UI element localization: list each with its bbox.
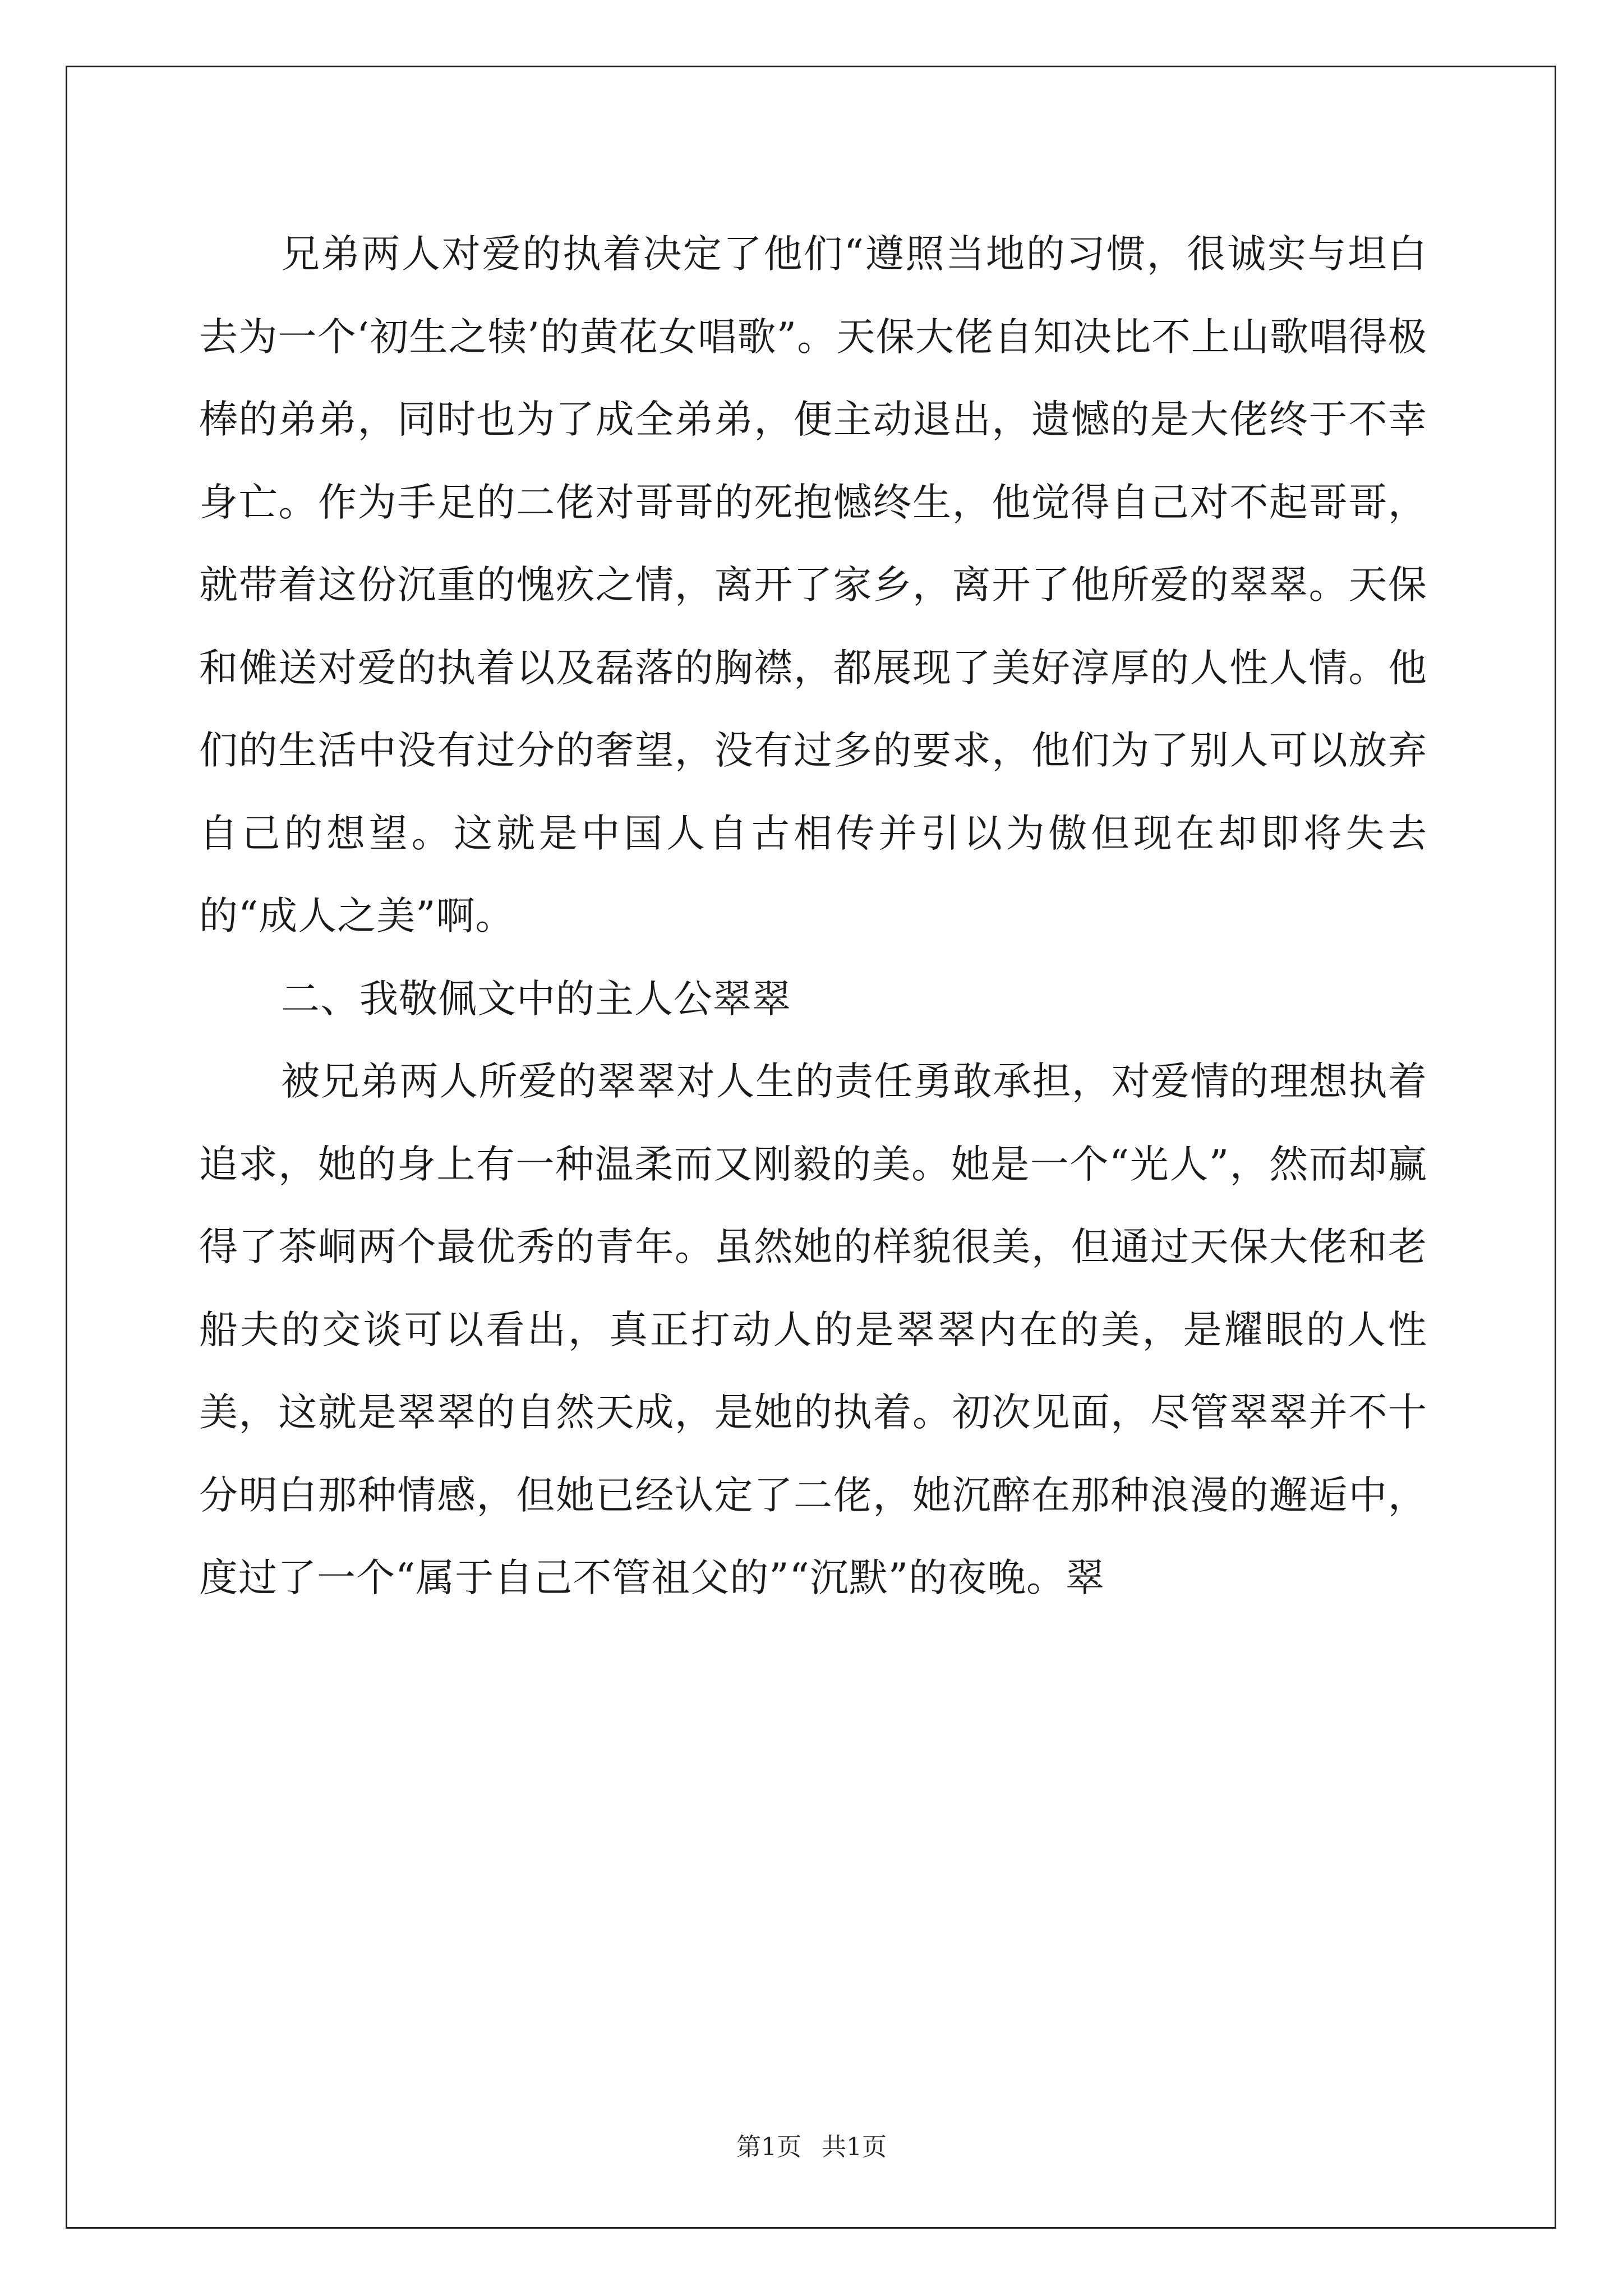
page-number: 第1页 [736,2133,801,2161]
page-total: 共1页 [822,2133,887,2161]
paragraph: 被兄弟两人所爱的翠翠对人生的责任勇敢承担，对爱情的理想执着追求，她的身上有一种温柔而又刚毅的美。她是一个“光人”，然而却赢得了茶峒两个最优秀的青年。虽然她的样貌很美，但通过天保大佬和老船夫的交谈可以看出，真正打动人的是翠翠内在的美，是耀眼的人性美，这就是翠翠的自然天成，是她的执着。初次见面，尽管翠翠并不十分明白那种情感，但她已经认定了二佬，她沉醉在那种浪漫的邂逅中，度过了一个“属于自己不管祖父的”“沉默”的夜晚。翠 [199,1059,1427,1600]
section-heading: 二、我敬佩文中的主人公翠翠 [281,976,791,1022]
paragraph: 兄弟两人对爱的执着决定了他们“遵照当地的习惯，很诚实与坦白去为一个‘初生之犊’的黄花女唱歌”。天保大佬自知决比不上山歌唱得极棒的弟弟，同时也为了成全弟弟，便主动退出，遗憾的是大佬终于不幸身亡。作为手足的二佬对哥哥的死抱憾终生，他觉得自己对不起哥哥，就带着这份沉重的愧疚之情，离开了家乡，离开了他所爱的翠翠。天保和傩送对爱的执着以及磊落的胸襟，都展现了美好淳厚的人性人情。他们的生活中没有过分的奢望，没有过多的要求，他们为了别人可以放弃自己的想望。这就是中国人自古相传并引以为傲但现在却即将失去的“成人之美”啊。 [199,232,1427,938]
document-body [199,213,1427,1620]
page-footer [0,2131,1623,2164]
